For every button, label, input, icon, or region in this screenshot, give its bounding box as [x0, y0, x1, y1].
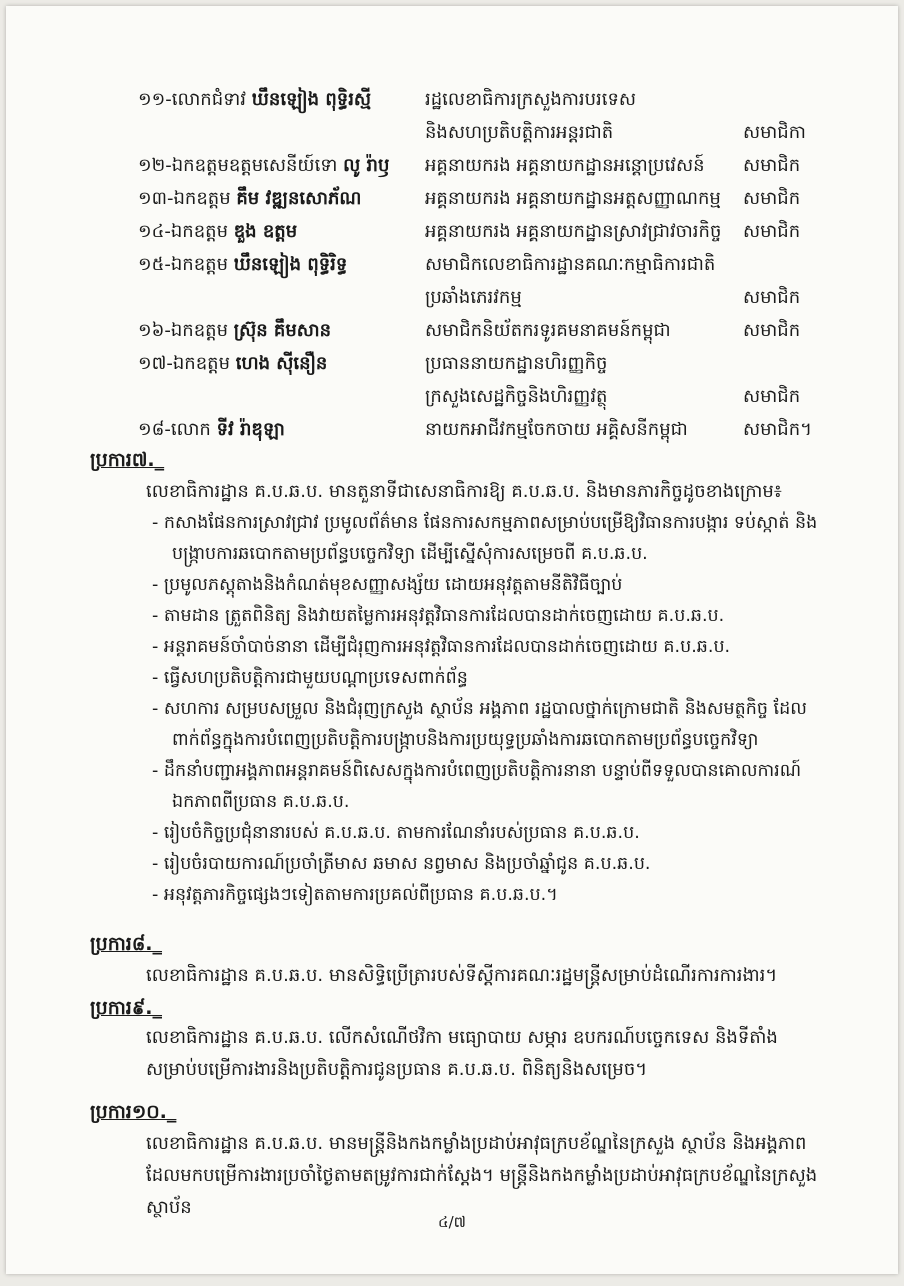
article-7-bullet-list: [152, 508, 818, 911]
member-rank: សមាជិក។: [743, 419, 812, 440]
list-item: - តាមដាន ត្រួតពិនិត្យ និងវាយតម្លៃការអនុវត្តវិធានការដែលបានដាក់ចេញដោយ គ.ប.ឆ.ប.: [152, 606, 725, 626]
member-title: ១៧-ឯកឧត្តម: [138, 353, 231, 374]
article-10-heading: ប្រការ១០._: [90, 1101, 177, 1123]
member-row: [6, 282, 898, 315]
member-role: សមាជិកលេខាធិការដ្ឋានគណៈកម្មាធិការជាតិ: [425, 254, 716, 275]
member-role: អគ្គនាយករង អគ្គនាយកដ្ឋានអន្តោប្រវេសន៍: [425, 155, 705, 176]
list-item: - អនុវត្តភារកិច្ចផ្សេងៗទៀតតាមការប្រគល់ពីប្រធាន គ.ប.ឆ.ប.។: [152, 885, 558, 905]
member-rank: សមាជិក: [743, 221, 801, 242]
member-rank: សមាជិក: [743, 386, 801, 407]
list-item: - រៀបចំកិច្ចប្រជុំនានារបស់ គ.ប.ឆ.ប. តាមការណែនាំរបស់ប្រធាន គ.ប.ឆ.ប.: [152, 823, 640, 843]
member-title-name: [6, 351, 425, 378]
member-title-name: [6, 417, 425, 444]
member-title: ១១-លោកជំទាវ: [138, 89, 247, 110]
article-8-heading: ប្រការ៨._: [90, 933, 163, 955]
member-row: [6, 84, 898, 117]
member-title-name: [6, 219, 425, 246]
member-role: សមាជិកនិយ័តករទូរគមនាគមន៍កម្ពុជា: [425, 320, 671, 341]
member-name: ឌួង ឧត្តម: [233, 221, 298, 242]
article-8-text: លេខាធិការដ្ឋាន គ.ប.ឆ.ប. មានសិទ្ធិប្រើត្រារបស់ទីស្ដីការគណៈរដ្ឋមន្ត្រីសម្រាប់ដំណើរការការងារ។: [146, 965, 778, 986]
list-item: - ដឹកនាំបញ្ជាអង្គភាពអន្តរាគមន៍ពិសេសក្នុងការបំពេញប្រតិបត្តិការនានា បន្ទាប់ពីទទួលបានគោលការណ៍ ឯកភាពពីប្រធាន គ.ប.ឆ.ប.: [152, 761, 802, 812]
member-role: ប្រឆាំងភេរវកម្ម: [425, 287, 522, 308]
list-item: - ប្រមូលភស្តុតាងនិងកំណត់មុខសញ្ញាសង្ស័យ ដោយអនុវត្តតាមនីតិវិធីច្បាប់: [152, 575, 623, 595]
list-item: - រៀបចំរបាយការណ៍ប្រចាំត្រីមាស ឆមាស នព្វមាស និងប្រចាំឆ្នាំជូន គ.ប.ឆ.ប.: [152, 854, 651, 874]
member-role: ប្រធាននាយកដ្ឋានហិរញ្ញកិច្ច: [425, 353, 608, 374]
member-row: [6, 414, 898, 447]
member-role: អគ្គនាយករង អគ្គនាយកដ្ឋានស្រាវជ្រាវចារកិច្ច: [425, 221, 722, 242]
member-title: ១៦-ឯកឧត្តម: [138, 320, 228, 341]
article-7-heading: ប្រការ៧._: [90, 449, 165, 471]
member-title: ១៥-ឯកឧត្តម: [138, 254, 228, 275]
member-title: ១២-ឯកឧត្តមឧត្តមសេនីយ៍ទោ: [138, 155, 338, 176]
member-role: អគ្គនាយករង អគ្គនាយកដ្ឋានអត្តសញ្ញាណកម្ម: [425, 188, 721, 209]
member-title: ១៤-ឯកឧត្តម: [138, 221, 228, 242]
member-name: ឃឹនឡៀង ពុទ្ធិរស្មី: [251, 89, 372, 110]
article-7-intro: លេខាធិការដ្ឋាន គ.ប.ឆ.ប. មានតួនាទីជាសេនាធិការឱ្យ គ.ប.ឆ.ប. និងមានភារកិច្ចដូចខាងក្រោម៖: [146, 481, 782, 502]
member-row: [6, 216, 898, 249]
member-name: ឃឹនឡៀង ពុទ្ធិរិទ្ធ: [233, 254, 348, 275]
member-title-name: [6, 153, 425, 180]
members-list: [6, 84, 898, 447]
member-name: ស្រ៊ុន គឹមសាន: [233, 320, 332, 341]
member-row: [6, 249, 898, 282]
document-page: [6, 6, 898, 1274]
member-name: ទីវ រ៉ាឌុឡា: [216, 419, 285, 440]
member-rank: សមាជិក: [743, 320, 801, 341]
member-role: និងសហប្រតិបត្តិការអន្តរជាតិ: [425, 122, 614, 143]
member-row: [6, 348, 898, 381]
member-role: ក្រសួងសេដ្ឋកិច្ចនិងហិរញ្ញវត្ថុ: [425, 386, 608, 407]
article-9-text: លេខាធិការដ្ឋាន គ.ប.ឆ.ប. លើកសំណើថវិកា មធ្យោបាយ សម្ភារ ឧបករណ៍បច្ចេកទេស និងទីតាំង សម្រាប់បម្រើការងារនិងប្រតិបត្តិការជូនប្រធាន គ.ប.ឆ.ប. ពិនិត្យនិងសម្រេច។: [146, 1027, 778, 1080]
member-row: [6, 315, 898, 348]
list-item: - សហការ សម្របសម្រួល និងជំរុញក្រសួង ស្ថាប័ន អង្គភាព រដ្ឋបាលថ្នាក់ក្រោមជាតិ និងសមត្ថកិច្ច ដែលពាក់ព័ន្ធក្នុងការបំពេញប្រតិបត្តិការបង្ក្រាបនិងការប្រយុទ្ធប្រឆាំងការឆបោកតាមប្រព័ន្ធបច្ចេកវិទ្យា: [152, 699, 807, 750]
list-item: - កសាងផែនការស្រាវជ្រាវ ប្រមូលព័ត៌មាន ផែនការសកម្មភាពសម្រាប់បម្រើឱ្យវិធានការបង្ការ ទប់ស្កាត់ និងបង្ក្រាបការឆបោកតាមប្រព័ន្ធបច្ចេកវិទ្យា ដើម្បីស្នើសុំការសម្រេចពី គ.ប.ឆ.ប.: [152, 513, 818, 564]
member-title-name: [6, 318, 425, 345]
member-role: រដ្ឋលេខាធិការក្រសួងការបរទេស: [425, 89, 637, 110]
member-title: ១៨-លោក: [138, 419, 211, 440]
article-10-text: លេខាធិការដ្ឋាន គ.ប.ឆ.ប. មានមន្ត្រីនិងកងកម្លាំងប្រដាប់អាវុធក្របខ័ណ្ឌនៃក្រសួង ស្ថាប័ន និងអង្គភាព ដែលមកបម្រើការងារប្រចាំថ្ងៃតាមតម្រូវការជាក់ស្តែង។ មន្ត្រីនិងកងកម្លាំងប្រដាប់អាវុធក្របខ័ណ្ឌនៃក្រសួង ស្ថាប័ន: [146, 1133, 818, 1218]
member-name: លូ រ៉ាឫ: [343, 155, 390, 176]
member-row: [6, 117, 898, 150]
member-rank: សមាជិក: [743, 155, 801, 176]
member-row: [6, 381, 898, 414]
member-title-name: [6, 252, 425, 279]
member-title-name: [6, 87, 425, 114]
page-number: ៤/៧: [438, 1213, 466, 1231]
article-9-heading: ប្រការ៩._: [90, 997, 163, 1019]
member-rank: សមាជិក: [743, 287, 801, 308]
member-title: ១៣-ឯកឧត្តម: [138, 188, 231, 209]
member-name: គឹម វឌ្ឍនសោភ័ណ: [236, 188, 362, 209]
list-item: - ធ្វើសហប្រតិបត្តិការជាមួយបណ្តាប្រទេសពាក់ព័ន្ធ: [152, 668, 468, 688]
member-row: [6, 183, 898, 216]
member-rank: សមាជិក: [743, 188, 801, 209]
member-title-name: [6, 186, 425, 213]
member-name: ហេង ស៊ីនឿន: [235, 353, 328, 374]
list-item: - អន្តរាគមន៍ចាំបាច់នានា ដើម្បីជំរុញការអនុវត្តវិធានការដែលបានដាក់ចេញដោយ គ.ប.ឆ.ប.: [152, 637, 731, 657]
member-row: [6, 150, 898, 183]
member-rank: សមាជិកា: [743, 122, 806, 143]
member-role: នាយកអាជីវកម្មចែកចាយ អគ្គិសនីកម្ពុជា: [425, 419, 688, 440]
